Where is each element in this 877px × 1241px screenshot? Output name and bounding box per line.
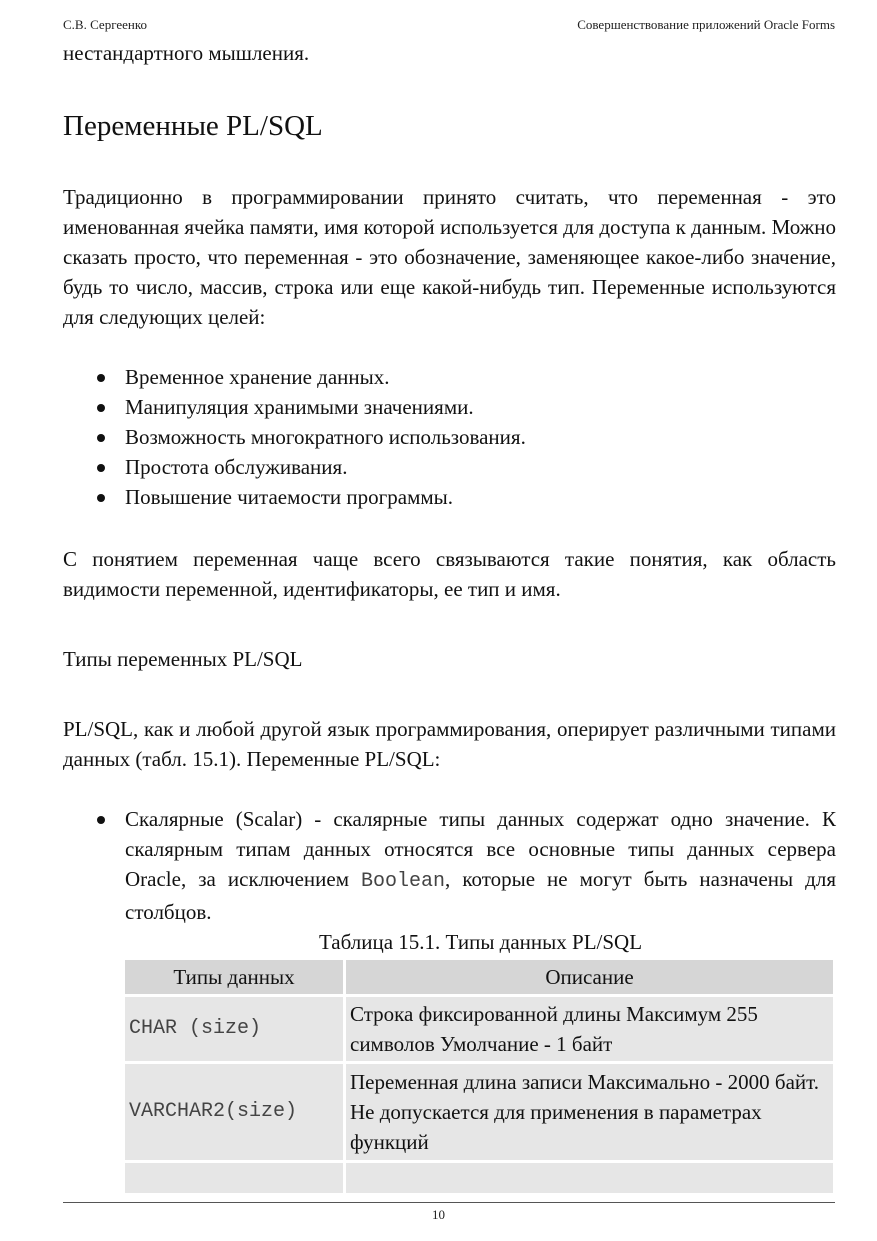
running-header-title: Совершенствование приложений Oracle Forms: [577, 17, 835, 32]
description-cell: Переменная длина записи Максимально - 2000 байт. Не допускается для применения в параметрах функций: [346, 1064, 833, 1160]
list-item: Временное хранение данных.: [63, 362, 836, 392]
purposes-list: [63, 362, 836, 512]
bullet-icon: [97, 816, 105, 824]
type-cell: [125, 1163, 343, 1193]
table-row: [125, 997, 833, 1061]
section-title: Переменные PL/SQL: [63, 110, 323, 142]
column-header: Описание: [346, 960, 833, 994]
page-body: [63, 38, 836, 1196]
subsection-title: Типы переменных PL/SQL: [63, 647, 303, 671]
data-types-table: [122, 957, 836, 1196]
footer-divider: [63, 1202, 835, 1203]
table-header-row: [125, 960, 833, 994]
table-caption: Таблица 15.1. Типы данных PL/SQL: [318, 930, 643, 954]
table-row: [125, 1064, 833, 1160]
page-number: 10: [432, 1207, 445, 1222]
type-cell: CHAR (size): [125, 997, 343, 1061]
bullet-icon: [97, 494, 105, 502]
description-cell: Строка фиксированной длины Максимум 255 символов Умолчание - 1 байт: [346, 997, 833, 1061]
variable-kinds-list: [63, 804, 836, 927]
types-paragraph: PL/SQL, как и любой другой язык программирования, оперирует различными типами данных (табл. 15.1). Переменные PL/SQL:: [63, 717, 836, 771]
description-cell: [346, 1163, 833, 1193]
list-item: Возможность многократного использования.: [63, 422, 836, 452]
column-header: Типы данных: [125, 960, 343, 994]
intro-paragraph: Традиционно в программировании принято считать, что переменная - это именованная ячейка памяти, имя которой используется для доступа к данным. Можно сказать просто, что переменная - это обозначение, заменяющее какое-либо значение, будь то число, массив, строка или еще какой-нибудь тип. Переменные используются для следующих целей:: [63, 185, 836, 329]
list-item: Манипуляция хранимыми значениями.: [63, 392, 836, 422]
boolean-code: Boolean: [361, 870, 446, 893]
table-row: [125, 1163, 833, 1193]
bullet-icon: [97, 404, 105, 412]
bullet-icon: [97, 374, 105, 382]
bullet-icon: [97, 464, 105, 472]
bullet-icon: [97, 434, 105, 442]
carryover-text: нестандартного мышления.: [63, 41, 310, 65]
list-item: Скалярные (Scalar) - скалярные типы данных содержат одно значение. К скалярным типам данных относятся все основные типы данных сервера Oracle, за исключением Boolean, которые не могут быть назначены для столбцов.: [63, 804, 836, 927]
running-header-author: С.В. Сергеенко: [63, 17, 148, 32]
list-item: Повышение читаемости программы.: [63, 482, 836, 512]
concept-paragraph: С понятием переменная чаще всего связываются такие понятия, как область видимости переменной, идентификаторы, ее тип и имя.: [63, 547, 836, 601]
list-item: Простота обслуживания.: [63, 452, 836, 482]
type-cell: VARCHAR2(size): [125, 1064, 343, 1160]
